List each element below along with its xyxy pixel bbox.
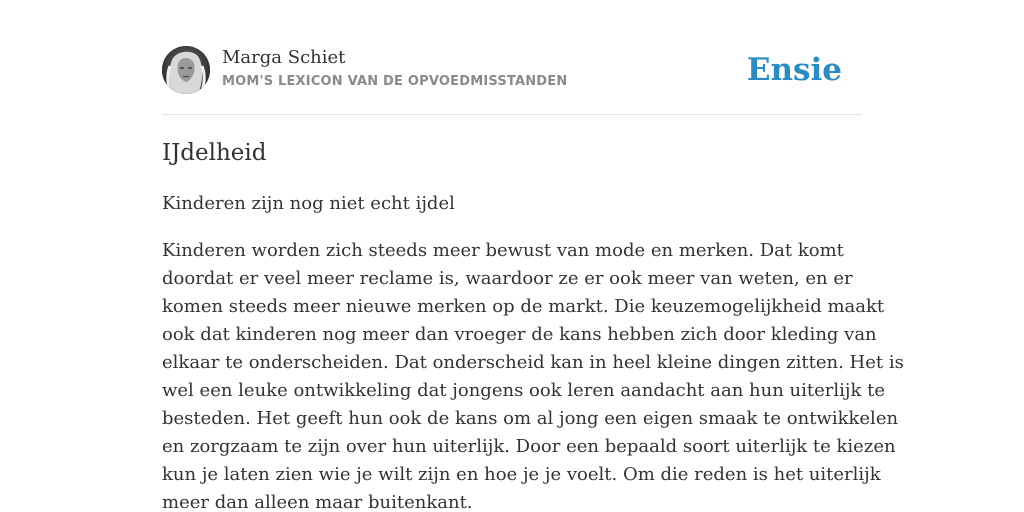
body-line: komen steeds meer nieuwe merken op de markt. Die keuzemogelijkheid maakt [162, 296, 885, 317]
content-column [162, 46, 904, 512]
body-line: meer dan alleen maar buitenkant. [162, 492, 473, 512]
collection-name[interactable]: MOM'S LEXICON VAN DE OPVOEDMISSTANDEN [222, 74, 568, 89]
avatar[interactable] [162, 46, 210, 94]
body-line: kun je laten zien wie je wilt zijn en hoe je je voelt. Om die reden is het uiterlijk [162, 464, 881, 485]
avatar-photo [162, 46, 210, 94]
body-line: elkaar te onderscheiden. Dat onderscheid kan in heel kleine dingen zitten. Het is [162, 352, 904, 373]
body-line: besteden. Het geeft hun ook de kans om al jong een eigen smaak te ontwikkelen [162, 408, 899, 429]
article-title: IJdelheid [162, 140, 267, 166]
body-line: ook dat kinderen nog meer dan vroeger de kans hebben zich door kleding van [162, 324, 877, 345]
article-body [162, 237, 904, 512]
author-name[interactable]: Marga Schiet [222, 47, 346, 68]
body-line: doordat er veel meer reclame is, waardoor ze er ook meer van weten, en er [162, 268, 853, 289]
body-line: en zorgzaam te zijn over hun uiterlijk. Door een bepaald soort uiterlijk te kiezen [162, 436, 896, 457]
body-line: wel een leuke ontwikkeling dat jongens ook leren aandacht aan hun uiterlijk te [162, 380, 885, 401]
body-line: Kinderen worden zich steeds meer bewust van mode en merken. Dat komt [162, 240, 844, 261]
brand-logo[interactable]: Ensie [746, 52, 842, 88]
article-subtitle: Kinderen zijn nog niet echt ijdel [162, 193, 455, 214]
header [162, 46, 862, 115]
